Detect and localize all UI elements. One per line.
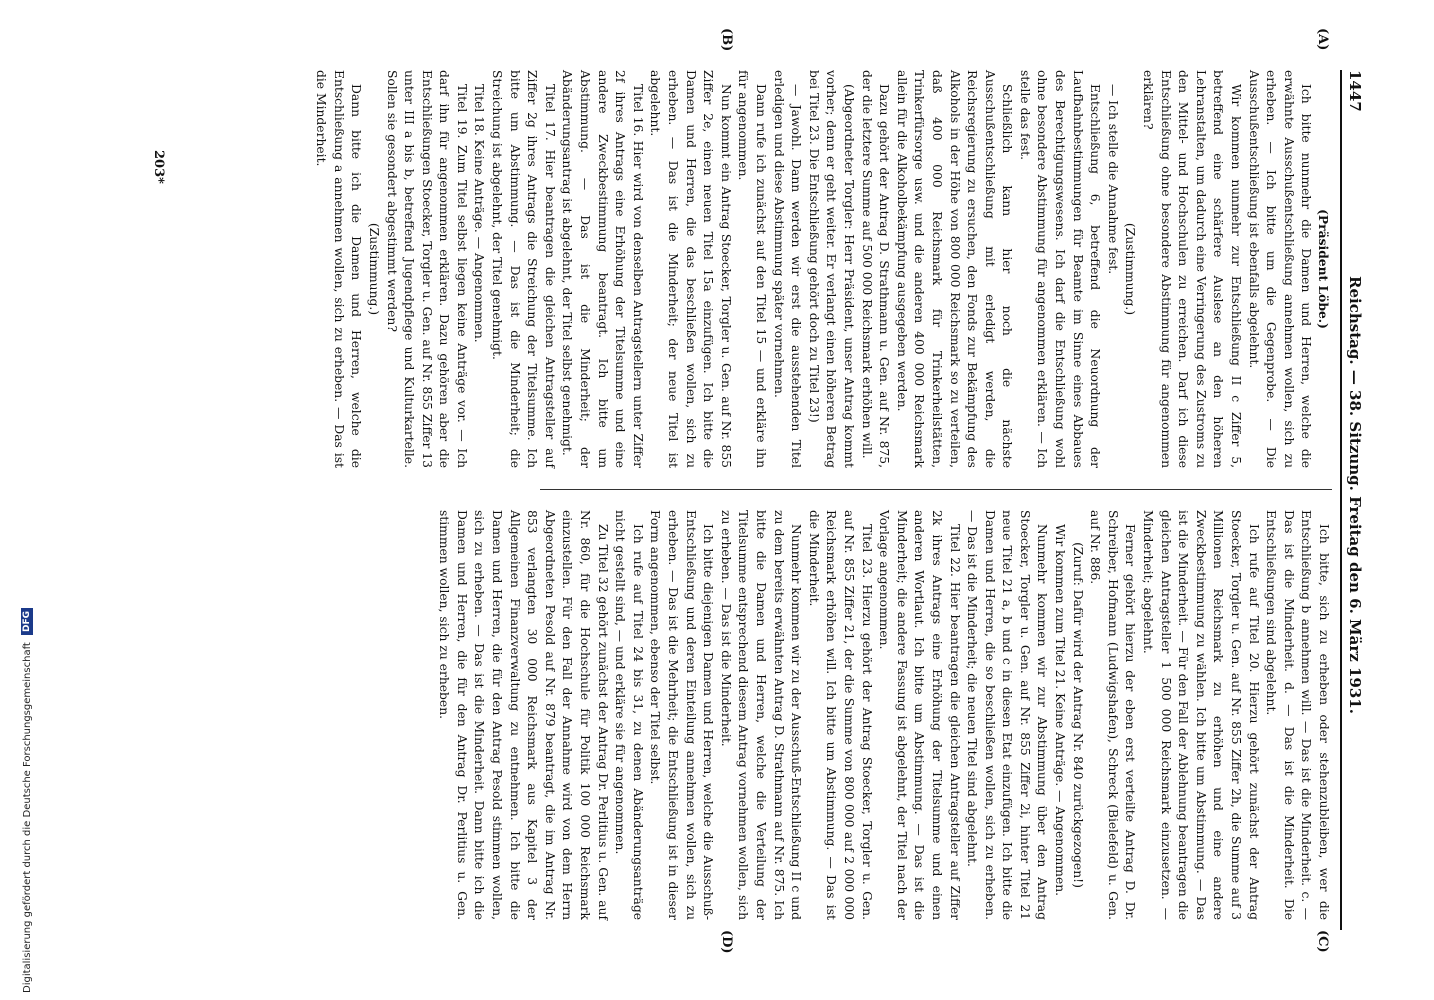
paragraph: (Abgeordneter Torgler: Herr Präsident, unser Antrag kommt vorher; denn er geht weiter. Er verlangt einen höheren Betrag bei Titel 23. Die Entschließung gehört doch zu Titel 23!) — [806, 70, 856, 468]
running-title: Reichstag. — 38. Sitzung. Freitag den 6. März 1931. — [1346, 276, 1364, 714]
paragraph: Dann bitte ich die Damen und Herren, welche die Entschließung a annehmen wollen, sich zu erheben. — Das ist die Minderheit. — [314, 70, 364, 468]
margin-marker-a: (A) — [1315, 28, 1330, 51]
paragraph: Ich bitte diejenigen Damen und Herren, welche die Ausschuß-Entschließung und deren Einteilung annehmen wollen, sich zu erheben. — Das ist die Mehrheit; die Entschließung ist in dieser Form angenommen, ebenso der Titel selbst. — [648, 510, 716, 920]
margin-marker-b: (B) — [719, 28, 734, 52]
speaker-name: (Präsident Löbe.) — [1316, 209, 1331, 329]
paragraph: Schließlich kann hier noch die nächste Ausschußentschließung mit erledigt werden, die Reichsregierung zu ersuchen, den Fonds zur Bekämpfung des Alkohols in der Höhe von 800 000 Reichsmark so zu verteilen, daß 400 000 Reichsmark für Trinkerheilstätten, Trinkerfürsorge usw. und die anderen 400 000 Reichsmark allein für die Alkoholbekämpfung ausgegeben werden. — [894, 70, 1015, 468]
paragraph: Wir kommen nunmehr zur Entschließung II c Ziffer 5, betreffend eine schärfere Auslese an den höheren Lehranstalten, um dadurch eine Verringerung des Zustroms zu den Mittel- und Hochschulen zu erreichen. Darf ich diese Entschließung ohne besondere Abstimmung für angenommen erklären? — [1141, 70, 1244, 468]
page-number: 1447 — [1346, 70, 1364, 112]
paragraph: Ich rufe auf Titel 20. Hierzu gehört zunächst der Antrag Stoecker, Torgler u. Gen. auf Nr. 855 Ziffer 2h, die Summe auf 3 Millionen Reichsmark zu erhöhen und eine andere Zweckbestimmung zu wählen. Ich bitte um Abstimmung. — Das ist die Minderheit. — Für den Fall der Ablehnung beantragen die gleichen Antragsteller 1 500 000 Reichsmark einzusetzen. — Minderheit; abgelehnt. — [1141, 510, 1261, 920]
paragraph: Ich bitte nunmehr die Damen und Herren, welche die erwähnte Ausschußentschließung annehmen wollen, sich zu erheben. — Ich bitte um die Gegenprobe. — Die Ausschußentschließung ist ebenfalls abgelehnt. — [1246, 70, 1314, 468]
paragraph: Nunmehr kommen wir zu der Ausschuß-Entschließung II c und zu dem bereits erwähnten Antrag D. Strathmann auf Nr. 875. Ich bitte die Damen und Herren, welche die Verteilung der Titelsumme entsprechend diesem Antrag vornehmen wollen, sich zu erheben. — Das ist die Minderheit. — [718, 510, 804, 920]
margin-marker-d: (D) — [719, 930, 734, 954]
paragraph: Dann rufe ich zunächst auf den Titel 15 — und erkläre ihn für angenommen. — [736, 70, 768, 468]
paragraph: Titel 23. Hierzu gehört der Antrag Stoecker, Torgler u. Gen. auf Nr. 855 Ziffer 21, der die Summe von 800 000 auf 2 000 000 Reichsmark erhöhen will. Ich bitte um Abstimmung. — Das ist die Minderheit. — [806, 510, 874, 920]
paragraph: Titel 17. Hier beantragen die gleichen Antragsteller auf Ziffer 2g ihres Antrags die Streichung der Titelsumme. Ich bitte um Abstimmung. — Das ist die Minderheit; die Streichung ist abgelehnt, der Titel genehmigt. — [490, 70, 557, 468]
paragraph: Nunmehr kommen wir zur Abstimmung über den Antrag Stoecker, Torgler u. Gen. auf Nr. 855 Ziffer 2i, hinter Titel 21 neue Titel 21 a, b und c in diesen Etat einzufügen. Ich bitte die Damen und Herren, die so beschließen wollen, sich zu erheben. — Das ist die Minderheit; die neuen Titel sind abgelehnt. — [965, 510, 1050, 920]
paragraph: Titel 18. Keine Anträge. — Angenommen. — [472, 84, 487, 343]
paragraph: Titel 22. Hier beantragen die gleichen Antragsteller auf Ziffer 2k ihres Antrags eine Erhöhung der Titelsumme und einen anderen Wortlaut. Ich bitte um Abstimmung. — Das ist die Minderheit; die andere Fassung ist abgelehnt, der Titel nach der Vorlage angenommen. — [877, 510, 962, 920]
paragraph: Ich rufe auf Titel 24 bis 31, zu denen Abänderungsanträge nicht gestellt sind, — und erkläre sie für angenommen. — [613, 510, 645, 920]
paragraph: Entschließung 6, betreffend die Neuordnung der Laufbahnbestimmungen für Beamte im Sinne eines Abbaues des Berechtigungswesens. Ich darf die Entschließung wohl ohne besondere Abstimmung für angenommen erklären. — Ich stelle das fest. — [1017, 70, 1103, 468]
dfg-logo: DFG — [21, 608, 33, 635]
column-divider — [540, 489, 1332, 490]
paragraph: Titel 16. Hier wird von denselben Antragstellern unter Ziffer 2f ihres Antrags eine Erhöhung der Titelsumme und eine andere Zweckbestimmung beantragt. Ich bitte um Abstimmung. — Das ist die Minderheit; der Abänderungsantrag ist abgelehnt, der Titel selbst genehmigt. — [560, 70, 645, 468]
page-header — [1340, 70, 1368, 920]
paragraph: Dazu gehört der Antrag D. Strathmann u. Gen. auf Nr. 875, der die letztere Summe auf 500 000 Reichsmark erhöhen will. — [859, 70, 892, 468]
paragraph: Titel 19. Zum Titel selbst liegen keine Anträge vor. — Ich darf ihn für angenommen erklären. Dazu gehören aber die Entschließungen Stoecker, Torgler u. Gen. auf Nr. 855 Ziffer 13 unter III a bis b, betreffend Jugendpflege und Kulturkartelle. Sollen sie gesondert abgestimmt werden? — [384, 70, 469, 468]
interjection: (Zustimmung.) — [366, 222, 381, 316]
right-column — [437, 510, 1332, 920]
paragraph: Zu Titel 32 gehört zunächst der Antrag Dr. Perlitius u. Gen. auf Nr. 860, für die Hochschule für Politik 100 000 Reichsmark einzustellen. Für den Fall der Annahme wird von dem Herrn Abgeordneten Pesold auf Nr. 879 beantragt, die im Antrag Nr. 853 verlangten 30 000 Reichsmark aus Kapitel 3 der Allgemeinen Finanzverwaltung zu entnehmen. Ich bitte die Damen und Herren, die für den Antrag Pesold stimmen wollen, sich zu erheben. — Das ist die Minderheit. Dann bitte ich die Damen und Herren, die für den Antrag Dr. Perlitius u. Gen. stimmen wollen, sich zu erheben. — [437, 510, 610, 920]
digitization-note — [4, 8, 33, 993]
left-column — [314, 70, 1332, 468]
paragraph: Ferner gehört hierzu der eben erst verteilte Antrag D. Dr. Schreiber, Hofmann (Ludwigshafen), Schreck (Bielefeld) u. Gen. auf Nr. 886. — [1088, 510, 1138, 920]
header-rule — [1340, 70, 1342, 930]
margin-marker-c: (C) — [1315, 930, 1330, 953]
paragraph: Nun kommt ein Antrag Stoecker, Torgler u. Gen. auf Nr. 855 Ziffer 2e, einen neuen Titel 15a einzufügen. Ich bitte die Damen und Herren, die das beschließen wollen, sich zu erheben. — Das ist die Minderheit; der neue Titel ist abgelehnt. — [648, 70, 733, 468]
interjection: (Zustimmung.) — [1123, 222, 1138, 316]
paragraph: — Ich stelle die Annahme fest. — [1105, 84, 1120, 275]
digitization-note-text: Digitalisierung gefördert durch die Deutsche Forschungsgemeinschaft — [22, 642, 33, 993]
interjection: (Zuruf: Dafür wird der Antrag Nr. 840 zurückgezogen!) — [1070, 542, 1085, 888]
paragraph: — Jawohl. Dann werden wir erst die ausstehenden Titel erledigen und diese Abstimmung später vornehmen. — [771, 70, 804, 468]
paragraph: Ich bitte, sich zu erheben oder stehenzubleiben, wer die Entschließung b annehmen will. — Das ist die Minderheit. c. — Das ist die Minderheit. d. — Das ist die Minderheit. Die Entschließungen sind abgelehnt. — [1264, 510, 1331, 920]
signature-code: 203* — [151, 150, 166, 184]
paragraph: Wir kommen zum Titel 21. Keine Anträge. — Angenommen. — [1053, 524, 1068, 897]
